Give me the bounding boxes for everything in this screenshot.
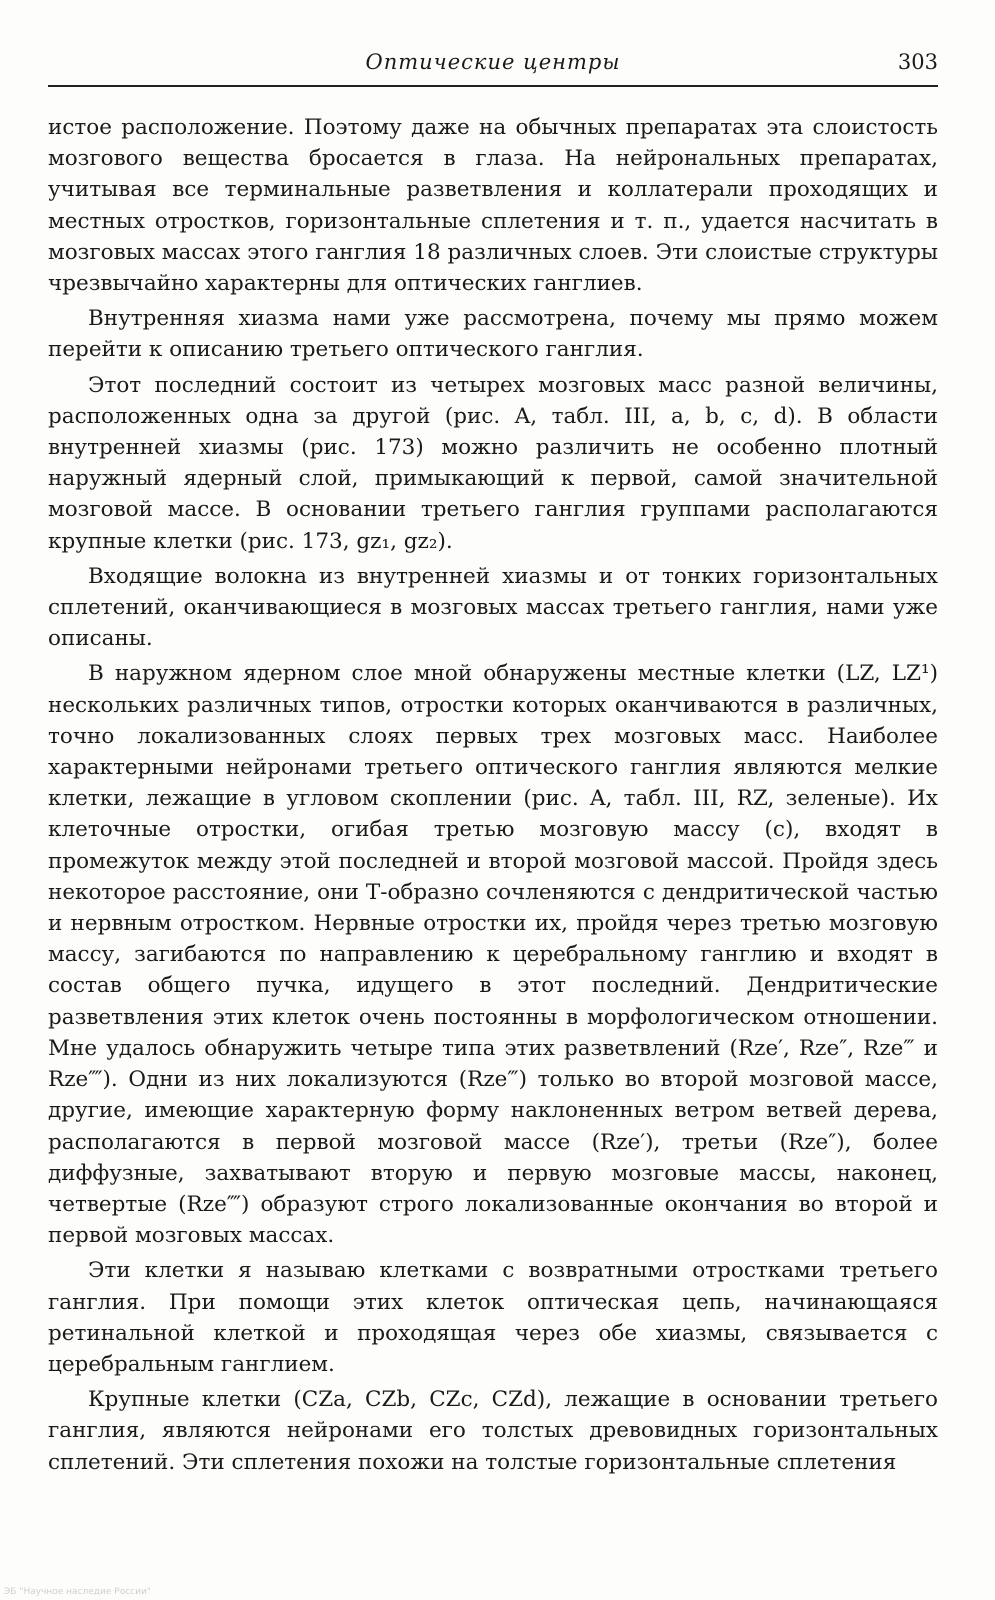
header-rule — [48, 85, 938, 87]
watermark-footer: ЭБ "Научное наследие России" — [4, 1587, 151, 1597]
paragraph: Эти клетки я называю клетками с возвратными отростками третьего ганглия. При помощи этих клеток оптическая цепь, начинающаяся ретинальной клеткой и проходящая через обе хиазмы, связывается с церебральным ганглием. — [48, 1258, 938, 1377]
page-number: 303 — [897, 50, 938, 74]
paragraph: В наружном ядерном слое мной обнаружены местные клетки (LZ, LZ¹) нескольких различных типов, отростки которых оканчиваются в различных, точно локализованных слоях первых трех мозговых масс. Наиболее характерными нейронами третьего оптического ганглия являются мелкие клетки, лежащие в угловом скоплении (рис. A, табл. III, RZ, зеленые). Их клеточные отростки, огибая третью мозговую массу (c), входят в промежуток между этой последней и второй мозговой массой. Пройдя здесь некоторое расстояние, они Т-образно сочленяются с дендритической частью и нервным отростком. Нервные отростки их, пройдя через третью мозговую массу, загибаются по направлению к церебральному ганглию и входят в состав общего пучка, идущего в этот последний. Дендритические разветвления этих клеток очень постоянны в морфологическом отношении. Мне удалось обнаружить четыре типа этих разветвлений (Rze′, Rze″, Rze‴ и Rze⁗). Одни из них локализуются (Rze‴) только во второй мозговой массе, другие, имеющие характерную форму наклоненных ветром ветвей дерева, располагаются в первой мозговой массе (Rze′), третьи (Rze″), более диффузные, захватывают вторую и первую мозговые массы, наконец, четвертые (Rze⁗) образуют строго локализованные окончания во второй и первой мозговых массах. — [48, 661, 938, 1249]
paragraph: Крупные клетки (CZa, CZb, CZc, CZd), лежащие в основании третьего ганглия, являются нейронами его толстых древовидных горизонтальных сплетений. Эти сплетения похожи на толстые горизонтальные сплетения — [48, 1387, 938, 1475]
paragraph: Внутренняя хиазма нами уже рассмотрена, почему мы прямо можем перейти к описанию третьего оптического ганглия. — [48, 306, 938, 363]
paragraph: истое расположение. Поэтому даже на обычных препаратах эта слоистость мозгового вещества бросается в глаза. На нейрональных препаратах, учитывая все терминальные разветвления и коллатерали проходящих и местных отростков, горизонтальные сплетения и т. п., удается насчитать в мозговых массах этого ганглия 18 различных слоев. Эти слоистые структуры чрезвычайно характерны для оптических ганглиев. — [48, 115, 938, 297]
paragraph: Этот последний состоит из четырех мозговых масс разной величины, расположенных одна за другой (рис. A, табл. III, a, b, c, d). В области внутренней хиазмы (рис. 173) можно различить не особенно плотный наружный ядерный слой, примыкающий к первой, самой значительной мозговой массе. В основании третьего ганглия группами располагаются крупные клетки (рис. 173, gz₁, gz₂). — [48, 372, 938, 554]
running-title: Оптические центры — [365, 50, 621, 74]
paragraph: Входящие волокна из внутренней хиазмы и от тонких горизонтальных сплетений, оканчивающиеся в мозговых массах третьего ганглия, нами уже описаны. — [48, 563, 938, 652]
body-text — [48, 112, 938, 1482]
page-header — [48, 50, 938, 86]
